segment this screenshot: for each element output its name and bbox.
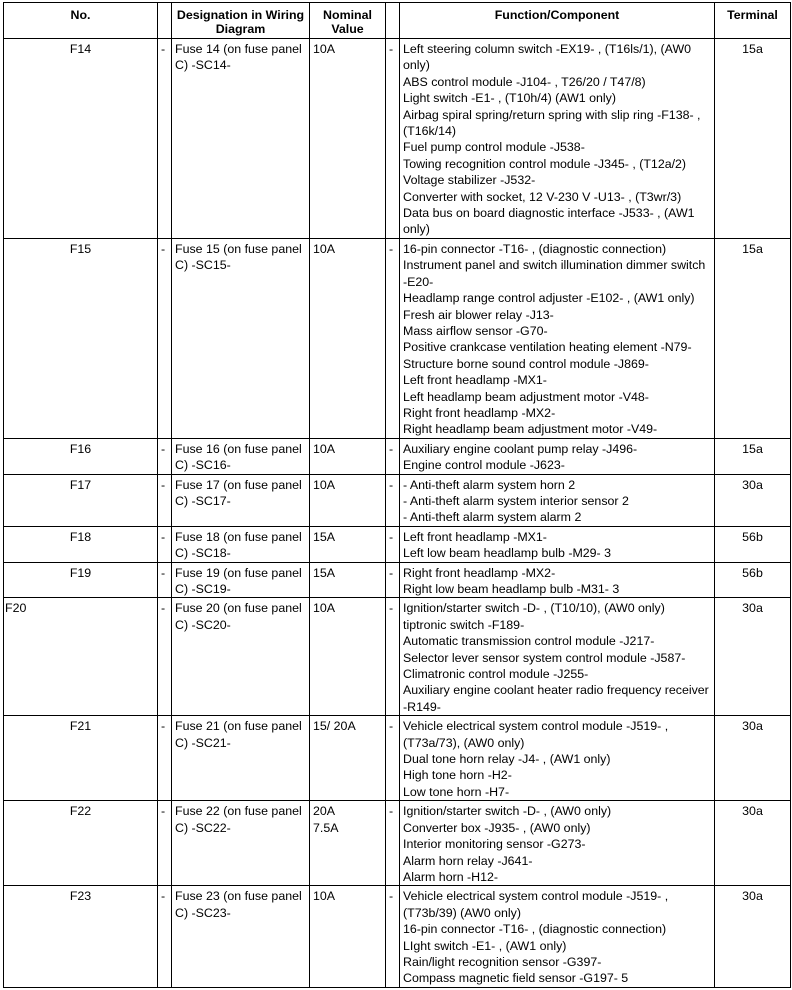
function-item: Structure borne sound control module -J869- [403,356,649,371]
dash-separator: - [158,716,172,801]
header-no: No. [4,3,158,39]
function-item: High tone horn -H2- [403,768,512,783]
dash-separator: - [386,801,400,886]
function-item: Converter with socket, 12 V-230 V -U13- , (T3wr/3) [403,189,682,204]
dash-separator: - [158,39,172,239]
header-designation: Designation in Wiring Diagram [172,3,310,39]
function-item: Fuel pump control module -J538- [403,140,585,155]
terminal: 56b [715,526,791,562]
nominal-value-line: 15A [313,565,336,580]
function-item: Ignition/starter switch -D- , (AW0 only) [403,804,612,819]
function-item: - Anti-theft alarm system interior sensor 2 [403,493,629,508]
dash-separator: - [158,801,172,886]
function-item: Left low beam headlamp bulb -M29- 3 [403,546,612,561]
fuse-table [3,2,791,988]
header-function: Function/Component [400,3,715,39]
fuse-number: F14 [4,39,158,239]
header-spacer [386,3,400,39]
fuse-designation: Fuse 22 (on fuse panel C) -SC22- [172,801,310,886]
function-item: Mass airflow sensor -G70- [403,323,548,338]
function-item: Headlamp range control adjuster -E102- , (AW1 only) [403,291,695,306]
fuse-row-f19 [4,562,791,598]
function-list [400,526,715,562]
function-list [400,886,715,987]
nominal-value-line: 10A [313,441,336,456]
function-list [400,39,715,239]
fuse-row-f20 [4,598,791,716]
function-list [400,438,715,474]
dash-separator: - [386,238,400,438]
function-item: Ignition/starter switch -D- , (T10/10), (AW0 only) [403,601,665,616]
function-item: Right low beam headlamp bulb -M31- 3 [403,582,620,596]
fuse-row-f17 [4,474,791,526]
function-item: Voltage stabilizer -J532- [403,173,536,188]
terminal: 30a [715,886,791,987]
function-item: Low tone horn -H7- [403,784,510,799]
function-item: Light switch -E1- , (T10h/4) (AW1 only) [403,91,617,106]
function-item: tiptronic switch -F189- [403,617,525,632]
nominal-value-line: 20A [313,804,336,819]
function-item: Auxiliary engine coolant pump relay -J496- [403,441,638,456]
function-item: - Anti-theft alarm system horn 2 [403,477,576,492]
nominal-value [310,716,386,801]
nominal-value-line: 10A [313,601,336,616]
dash-separator: - [386,886,400,987]
dash-separator: - [386,716,400,801]
nominal-value [310,39,386,239]
function-item: Converter box -J935- , (AW0 only) [403,820,591,835]
fuse-number: F22 [4,801,158,886]
function-item: Left headlamp beam adjustment motor -V48- [403,389,649,404]
dash-separator: - [158,526,172,562]
nominal-value-line: 15/ 20A [313,719,356,734]
fuse-designation: Fuse 19 (on fuse panel C) -SC19- [172,562,310,598]
terminal: 30a [715,598,791,716]
fuse-row-f16 [4,438,791,474]
function-item: Dual tone horn relay -J4- , (AW1 only) [403,752,611,767]
fuse-designation: Fuse 23 (on fuse panel C) -SC23- [172,886,310,987]
function-item: Engine control module -J623- [403,458,565,473]
function-item: Right headlamp beam adjustment motor -V49- [403,422,658,437]
nominal-value-line: 15A [313,529,336,544]
function-list [400,474,715,526]
function-item: 16-pin connector -T16- , (diagnostic connection) [403,922,667,937]
fuse-designation: Fuse 17 (on fuse panel C) -SC17- [172,474,310,526]
function-item: Fresh air blower relay -J13- [403,307,554,322]
function-item: Left steering column switch -EX19- , (T16ls/1), (AW0 only) [403,42,692,73]
nominal-value-line: 10A [313,42,336,56]
fuse-number: F15 [4,238,158,438]
fuse-row-f15 [4,238,791,438]
nominal-value [310,598,386,716]
function-item: Alarm horn -H12- [403,869,499,884]
fuse-number: F18 [4,526,158,562]
header-terminal: Terminal [715,3,791,39]
function-list [400,562,715,598]
nominal-value [310,438,386,474]
fuse-number: F23 [4,886,158,987]
fuse-designation: Fuse 20 (on fuse panel C) -SC20- [172,598,310,716]
function-item: Rain/light recognition sensor -G397- [403,954,602,969]
function-item: LIght switch -E1- , (AW1 only) [403,938,567,953]
terminal: 56b [715,562,791,598]
fuse-designation: Fuse 16 (on fuse panel C) -SC16- [172,438,310,474]
function-item: Right front headlamp -MX2- [403,405,556,420]
dash-separator: - [158,886,172,987]
nominal-value-line: 10A [313,889,336,904]
dash-separator: - [158,474,172,526]
terminal: 30a [715,716,791,801]
function-list [400,238,715,438]
fuse-designation: Fuse 21 (on fuse panel C) -SC21- [172,716,310,801]
function-item: ABS control module -J104- , T26/20 / T47/8) [403,74,646,89]
dash-separator: - [386,598,400,716]
function-item: Automatic transmission control module -J217- [403,634,655,649]
function-item: Right front headlamp -MX2- [403,565,556,580]
terminal: 15a [715,39,791,239]
function-item: Airbag spiral spring/return spring with slip ring -F138- , (T16k/14) [403,107,701,139]
dash-separator: - [158,238,172,438]
dash-separator: - [158,598,172,716]
function-item: Vehicle electrical system control module -J519- , (T73b/39) (AW0 only) [403,889,669,920]
nominal-value [310,238,386,438]
fuse-number: F20 [4,598,158,716]
fuse-number: F21 [4,716,158,801]
nominal-value [310,562,386,598]
dash-separator: - [158,438,172,474]
dash-separator: - [158,562,172,598]
fuse-number: F17 [4,474,158,526]
nominal-value [310,526,386,562]
fuse-row-f22 [4,801,791,886]
dash-separator: - [386,562,400,598]
fuse-number: F19 [4,562,158,598]
terminal: 30a [715,801,791,886]
dash-separator: - [386,474,400,526]
function-list [400,598,715,716]
function-list [400,716,715,801]
dash-separator: - [386,39,400,239]
function-item: Positive crankcase ventilation heating element -N79- [403,340,692,355]
fuse-row-f14 [4,39,791,239]
function-item: 16-pin connector -T16- , (diagnostic connection) [403,241,667,256]
fuse-designation: Fuse 15 (on fuse panel C) -SC15- [172,238,310,438]
nominal-value [310,474,386,526]
function-item: Vehicle electrical system control module -J519- , (T73a/73), (AW0 only) [403,719,669,750]
dash-separator: - [386,526,400,562]
nominal-value-line: 7.5A [313,820,339,835]
fuse-row-f18 [4,526,791,562]
header-nominal-value: Nominal Value [310,3,386,39]
fuse-designation: Fuse 14 (on fuse panel C) -SC14- [172,39,310,239]
fuse-row-f21 [4,716,791,801]
function-item: Auxiliary engine coolant heater radio frequency receiver -R149- [403,683,709,714]
nominal-value-line: 10A [313,241,336,256]
terminal: 15a [715,438,791,474]
header-row [4,3,791,39]
function-item: Instrument panel and switch illumination dimmer switch -E20- [403,258,706,289]
function-item: Towing recognition control module -J345- , (T12a/2) [403,156,687,171]
function-item: Compass magnetic field sensor -G197- 5 [403,971,629,986]
function-item: - Anti-theft alarm system alarm 2 [403,510,582,525]
nominal-value [310,801,386,886]
function-item: Left front headlamp -MX1- [403,373,547,388]
fuse-number: F16 [4,438,158,474]
fuse-designation: Fuse 18 (on fuse panel C) -SC18- [172,526,310,562]
function-item: Interior monitoring sensor -G273- [403,837,586,852]
function-item: Climatronic control module -J255- [403,667,589,682]
function-item: Data bus on board diagnostic interface -J533- , (AW1 only) [403,206,695,237]
function-item: Selector lever sensor system control module -J587- [403,650,686,665]
dash-separator: - [386,438,400,474]
function-item: Alarm horn relay -J641- [403,853,533,868]
function-item: Left front headlamp -MX1- [403,529,547,544]
nominal-value-line: 10A [313,477,336,492]
function-list [400,801,715,886]
nominal-value [310,886,386,987]
terminal: 30a [715,474,791,526]
fuse-table-body [4,39,791,988]
header-spacer [158,3,172,39]
fuse-row-f23 [4,886,791,987]
terminal: 15a [715,238,791,438]
